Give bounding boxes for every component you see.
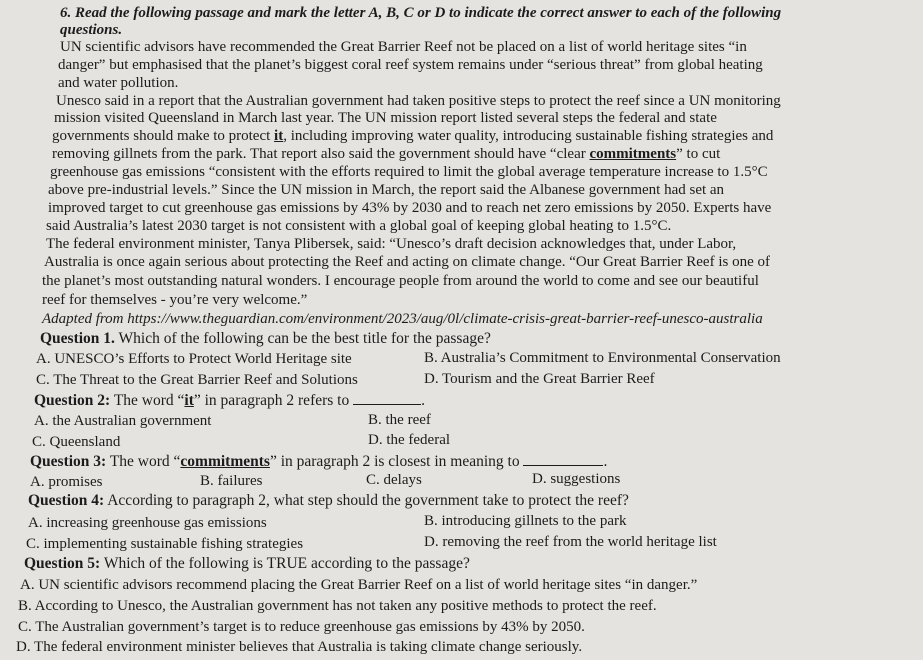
passage-line: Unesco said in a report that the Australian government had taken positive steps to protect the reef since a UN monitoring <box>56 93 781 109</box>
q2-option-d[interactable]: D. the federal <box>368 432 451 448</box>
passage-line: removing gillnets from the park. That report also said the government should have “clear commitments” to cut <box>52 146 721 162</box>
passage-line: mission visited Queensland in March last year. The UN mission report listed several steps the federal and state <box>54 110 717 126</box>
q3-option-c[interactable]: C. delays <box>366 472 422 488</box>
instruction-line-1: 6. Read the following passage and mark the letter A, B, C or D to indicate the correct answer to each of the following <box>60 5 782 21</box>
question-5: Question 5: Which of the following is TRUE according to the passage? <box>24 555 470 572</box>
q1-option-d[interactable]: D. Tourism and the Great Barrier Reef <box>424 371 655 387</box>
q1-option-b[interactable]: B. Australia’s Commitment to Environmental Conservation <box>424 350 781 366</box>
q5-option-b[interactable]: B. According to Unesco, the Australian government has not taken any positive methods to protect the reef. <box>18 598 657 614</box>
q3-option-b[interactable]: B. failures <box>200 473 263 489</box>
q2-option-a[interactable]: A. the Australian government <box>34 413 212 429</box>
passage-line: reef for themselves - you’re very welcome.” <box>42 292 308 308</box>
referent-word-it: it <box>274 128 284 144</box>
question-1: Question 1. Which of the following can be the best title for the passage? <box>40 330 491 347</box>
q4-option-d[interactable]: D. removing the reef from the world heritage list <box>424 534 717 550</box>
q2-option-c[interactable]: C. Queensland <box>32 434 121 450</box>
question-4: Question 4: According to paragraph 2, what step should the government take to protect the reef? <box>28 492 629 509</box>
passage-line: and water pollution. <box>58 75 179 91</box>
passage-line: above pre-industrial levels.” Since the UN mission in March, the report said the Albanese government had set an <box>48 182 725 198</box>
passage-line: said Australia’s latest 2030 target is not consistent with a global goal of keeping global heating to 1.5°C. <box>46 218 672 234</box>
answer-blank <box>353 392 421 405</box>
passage-line: Australia is once again serious about protecting the Reef and acting on climate change. “Our Great Barrier Reef is one of <box>44 254 770 270</box>
q3-option-d[interactable]: D. suggestions <box>532 471 621 487</box>
q4-option-a[interactable]: A. increasing greenhouse gas emissions <box>28 515 267 531</box>
question-2: Question 2: The word “it” in paragraph 2 refers to . <box>34 392 425 409</box>
passage-line: greenhouse gas emissions “consistent with the efforts required to limit the global average temperature increase to 1.5°C <box>50 164 768 180</box>
passage-line: the planet’s most outstanding natural wonders. I encourage people from around the world to come and see our beautiful <box>42 273 759 289</box>
passage-line: governments should make to protect it, including improving water quality, introducing sustainable fishing strategies and <box>52 128 774 144</box>
q4-option-b[interactable]: B. introducing gillnets to the park <box>424 513 627 529</box>
source-credit: Adapted from https://www.theguardian.com/environment/2023/aug/0l/climate-crisis-great-barrier-reef-unesco-australia <box>42 311 763 327</box>
keyword-commitments: commitments <box>589 146 677 162</box>
q1-option-a[interactable]: A. UNESCO’s Efforts to Protect World Heritage site <box>36 351 352 367</box>
passage-line: UN scientific advisors have recommended the Great Barrier Reef not be placed on a list of world heritage sites “in <box>60 39 747 55</box>
q5-option-d[interactable]: D. The federal environment minister believes that Australia is taking climate change seriously. <box>16 639 583 655</box>
q4-option-c[interactable]: C. implementing sustainable fishing strategies <box>26 536 304 552</box>
answer-blank <box>523 453 603 466</box>
q5-option-a[interactable]: A. UN scientific advisors recommend placing the Great Barrier Reef on a list of world heritage sites “in danger.” <box>20 577 698 593</box>
instruction-line-2: questions. <box>60 22 123 38</box>
passage-line: danger” but emphasised that the planet’s biggest coral reef system remains under “serious threat” from global heating <box>58 57 763 73</box>
q5-option-c[interactable]: C. The Australian government’s target is to reduce greenhouse gas emissions by 43% by 2050. <box>18 619 585 635</box>
q3-option-a[interactable]: A. promises <box>30 474 103 490</box>
q1-option-c[interactable]: C. The Threat to the Great Barrier Reef and Solutions <box>36 372 358 388</box>
passage-line: The federal environment minister, Tanya Plibersek, said: “Unesco’s draft decision acknowledges that, under Labor, <box>46 236 737 252</box>
q2-option-b[interactable]: B. the reef <box>368 412 431 428</box>
question-3: Question 3: The word “commitments” in paragraph 2 is closest in meaning to . <box>30 453 608 470</box>
passage-line: improved target to cut greenhouse gas emissions by 43% by 2030 and to reach net zero emissions by 2050. Experts have <box>48 200 772 216</box>
